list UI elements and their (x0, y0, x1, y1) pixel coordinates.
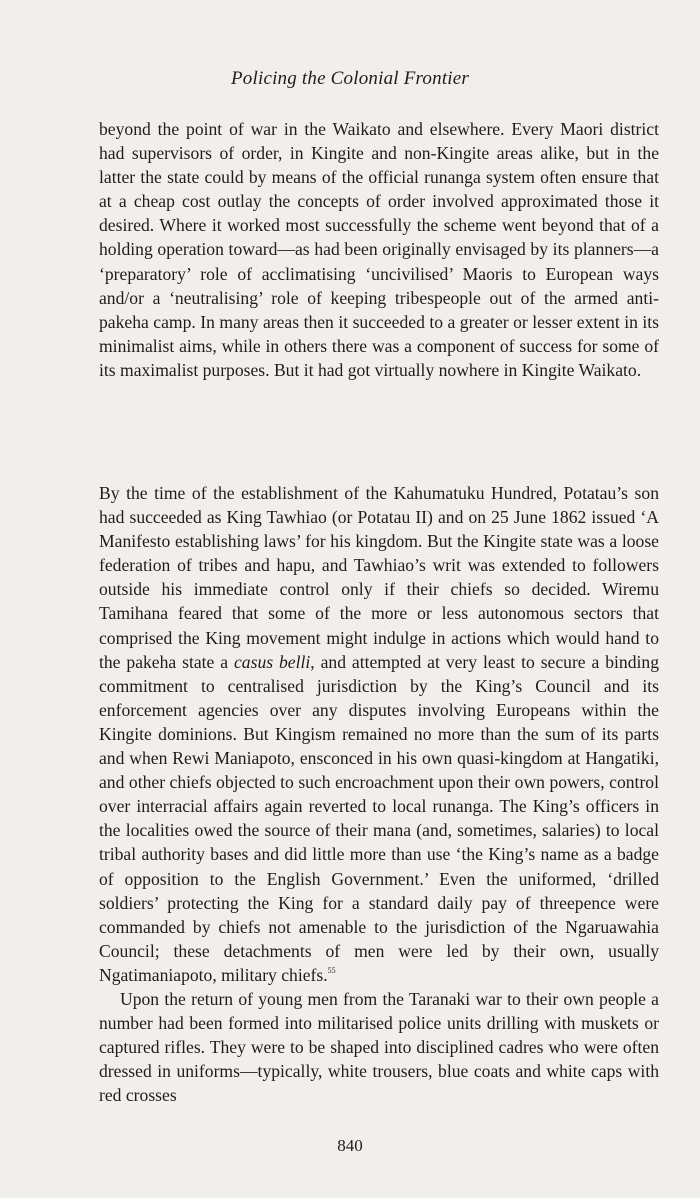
paragraph-2-italic: casus belli (234, 651, 311, 672)
running-head: Policing the Colonial Frontier (230, 68, 470, 89)
text-block-upper (99, 117, 659, 382)
paragraph-2-part-a: By the time of the establishment of the Kahumatuku Hundred, Potatau’s son had succeeded as King Tawhiao (or Potatau II) and on 25 June 1862 issued ‘A Manifesto establishing laws’ for his kingdom. But the Kingite state was a loose federation of tribes and hapu, and Tawhiao’s writ was extended to followers outside his immediate control only if their chiefs so decided. Wiremu Tamihana feared that some of the more or less autonomous sectors that comprised the King movement might indulge in actions which would hand to the pakeha state a (99, 483, 659, 672)
paragraph-3: Upon the return of young men from the Taranaki war to their own people a number had been formed into militarised police units drilling with muskets or captured rifles. They were to be shaped into disciplined cadres who were often dressed in uniforms—typically, white trousers, blue coats and white caps with red crosses (99, 988, 659, 1106)
paragraph-2-part-b: , and attempted at very least to secure a binding commitment to centralised jurisdiction by the King’s Council and its enforcement agencies over any disputes involving Europeans within the Kingite dominions. But Kingism remained no more than the sum of its parts and when Rewi Maniapoto, ensconced in his own quasi-kingdom at Hangatiki, and other chiefs objected to such encroachment upon their own powers, control over interracial affairs again reverted to local runanga. The King’s officers in the localities owed the source of their mana (and, sometimes, salaries) to local tribal authority bases and did little more than use ‘the King’s name as a badge of opposition to the English Government.’ Even the uniformed, ‘drilled soldiers’ protecting the King for a standard daily pay of threepence were commanded by chiefs not amenable to the jurisdiction of the Ngaruawahia Council; these detachments of men were led by their own, usually Ngatimaniapoto, military chiefs. (99, 651, 660, 985)
page-number: 840 (337, 1136, 363, 1155)
paragraph-2 (99, 481, 659, 987)
footnote-reference: 55 (327, 965, 336, 975)
paragraph-1: beyond the point of war in the Waikato and elsewhere. Every Maori district had supervisors of order, in Kingite and non-Kingite areas alike, but in the latter the state could by means of the official runanga system often ensure that at a cheap cost outlay the concepts of order involved approximated those it desired. Where it worked most successfully the scheme went beyond that of a holding operation toward—as had been originally envisaged by its planners—a ‘preparatory’ role of acclimatising ‘uncivilised’ Maoris to European ways and/or a ‘neutralising’ role of keeping tribespeople out of the armed anti-pakeha camp. In many areas then it succeeded to a greater or lesser extent in its minimalist aims, while in others there was a component of success for some of its maximalist purposes. But it had got virtually nowhere in Kingite Waikato. (99, 119, 659, 380)
text-block-lower (99, 481, 659, 1107)
